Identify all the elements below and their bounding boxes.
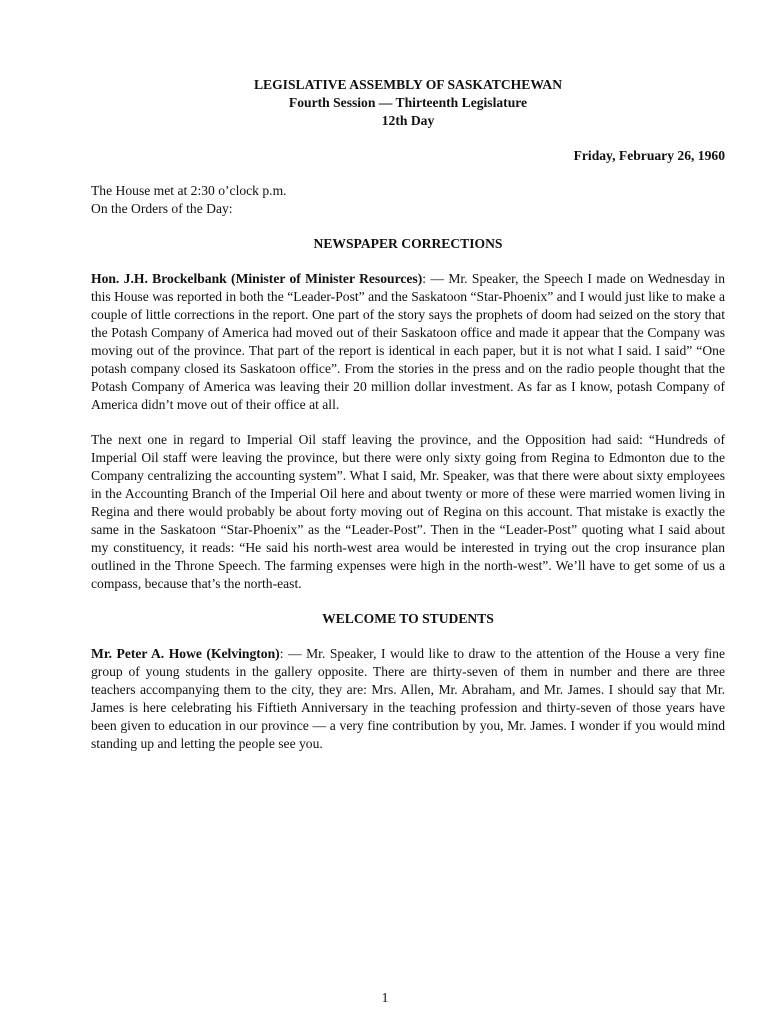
section-heading-newspaper-corrections: NEWSPAPER CORRECTIONS [313,236,503,251]
session-date: Friday, February 26, 1960 [573,148,725,163]
speaker-name: Hon. J.H. Brockelbank (Minister of Minister Resources) [91,271,423,286]
session-title: Fourth Session — Thirteenth Legislature [288,95,528,110]
day-title: 12th Day [381,113,435,128]
paragraph-imperial-oil: The next one in regard to Imperial Oil staff leaving the province, and the Opposition had said: “Hundreds of Imperial Oil staff were leaving the province, but there were only sixty going from Regina to Edmonton due to the Company centralizing the accounting system”. What I said, Mr. Speaker, was that there were about sixty employees in the Accounting Branch of the Imperial Oil here and about twenty or more of these were married women living in Regina and there would probably be about forty moving out of Regina on this account. That mistake is exactly the same in the Saskatoon “Star-Phoenix” as the “Leader-Post”. Then in the “Leader-Post” quoting what I said about my constituency, it reads: “He said his north-west area would be interested in trying out the crop insurance plan outlined in the Throne Speech. The farming expenses were high in the north-west”. We’ll have to get some of us a compass, because that’s the north-east. [91,432,725,591]
document-page [91,76,725,753]
page-number: 1 [381,990,389,1005]
orders-of-day-line: On the Orders of the Day: [91,201,233,216]
speaker-name: Mr. Peter A. Howe (Kelvington) [91,646,280,661]
paragraph-brockelbank [91,270,725,414]
paragraph-text: : — Mr. Speaker, the Speech I made on Wednesday in this House was reported in both the “Leader-Post” and the Saskatoon “Star-Phoenix” and I would just like to make a couple of little corrections in the report. One part of the story says the prophets of doom had seized on the story that the Potash Company of America had moved out of their Saskatoon office and made it appear that the Company was moving out of the province. That part of the report is identical in each paper, but it is not what I said. I said” “One potash company closed its Saskatoon office”. From the stories in the press and on the radio people thought that the Potash Company of America was leaving their 20 million dollar investment. As far as I know, potash Company of America didn’t move out of their office at all. [91,271,725,412]
assembly-title: LEGISLATIVE ASSEMBLY OF SASKATCHEWAN [253,77,563,92]
document-header [91,76,725,130]
opening-text [91,182,725,218]
house-met-line: The House met at 2:30 o’clock p.m. [91,183,287,198]
paragraph-text: : — Mr. Speaker, I would like to draw to the attention of the House a very fine group of young students in the gallery opposite. There are thirty-seven of them in number and there are three teachers accompanying them to the city, they are: Mrs. Allen, Mr. Abraham, and Mr. James. I should say that Mr. James is here celebrating his Fiftieth Anniversary in the teaching profession and thirty-seven of those years have been given to education in our province — a very fine contribution by you, Mr. James. I wonder if you would mind standing up and letting the people see you. [91,646,726,751]
section-heading-welcome-students: WELCOME TO STUDENTS [322,611,494,626]
paragraph-howe [91,645,725,753]
